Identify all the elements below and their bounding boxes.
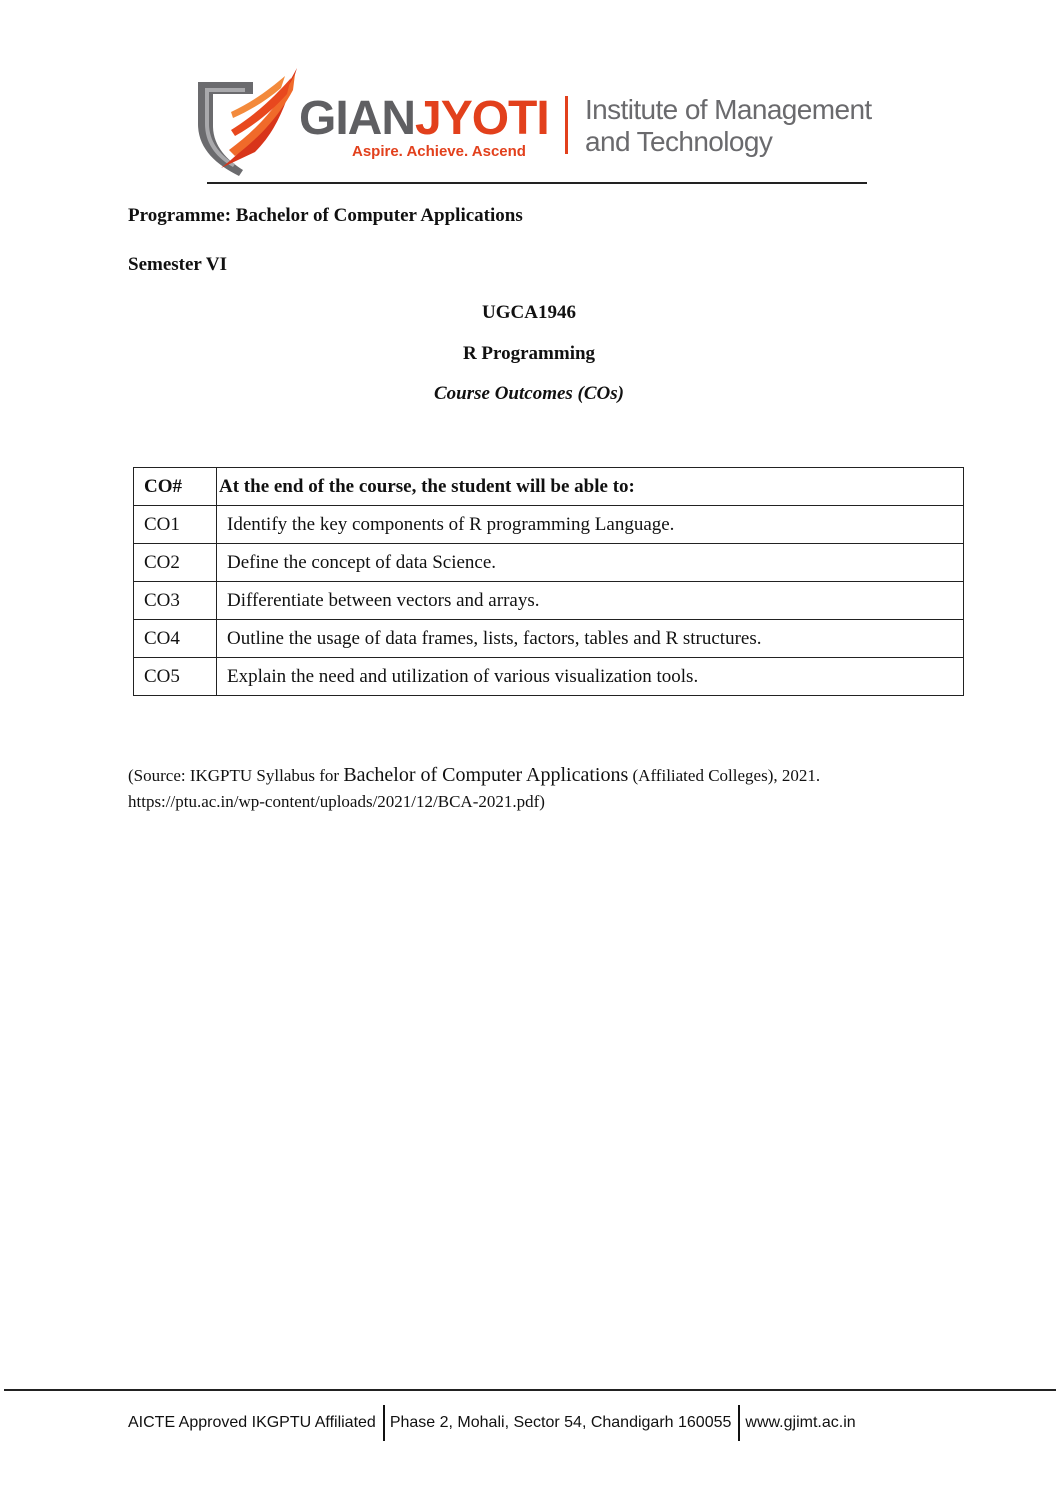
institute-logo xyxy=(195,64,875,179)
brand-tagline: Aspire. Achieve. Ascend xyxy=(352,143,526,160)
co-id: CO5 xyxy=(134,658,217,696)
course-title: R Programming xyxy=(462,343,596,364)
co-id: CO2 xyxy=(134,544,217,582)
footer-separator xyxy=(738,1405,740,1441)
course-outcomes-heading: Course Outcomes (COs) xyxy=(433,383,624,404)
brand-jyoti: JYOTI xyxy=(415,92,549,145)
institute-name-line1: Institute of Management xyxy=(585,94,872,125)
institute-name-line2: and Technology xyxy=(585,126,773,157)
semester-label: Semester VI xyxy=(128,254,228,275)
co-id: CO4 xyxy=(134,620,217,658)
course-outcomes-table xyxy=(133,467,964,696)
source-citation xyxy=(128,762,938,815)
footer-divider xyxy=(4,1389,1056,1391)
table-row xyxy=(134,544,964,582)
co-text: Explain the need and utilization of various visualization tools. xyxy=(217,658,964,696)
column-header-outcome: At the end of the course, the student will be able to: xyxy=(217,468,964,506)
source-programme: Bachelor of Computer Applications xyxy=(343,764,629,786)
co-text: Outline the usage of data frames, lists, factors, tables and R structures. xyxy=(217,620,964,658)
co-text: Differentiate between vectors and arrays. xyxy=(217,582,964,620)
course-code: UGCA1946 xyxy=(482,302,576,323)
header-divider xyxy=(207,182,867,184)
co-text: Define the concept of data Science. xyxy=(217,544,964,582)
column-header-co: CO# xyxy=(134,468,217,506)
footer-website: www.gjimt.ac.in xyxy=(745,1414,856,1431)
source-url: https://ptu.ac.in/wp-content/uploads/2021/12/BCA-2021.pdf) xyxy=(128,792,545,811)
co-id: CO3 xyxy=(134,582,217,620)
programme-label: Programme: Bachelor of Computer Applications xyxy=(128,205,523,226)
footer-separator xyxy=(383,1405,385,1441)
logo-divider xyxy=(565,96,568,154)
co-id: CO1 xyxy=(134,506,217,544)
table-row xyxy=(134,506,964,544)
shield-emblem-icon xyxy=(198,68,297,176)
source-suffix: (Affiliated Colleges), 2021. xyxy=(628,766,821,785)
footer-accreditation: AICTE Approved IKGPTU Affiliated xyxy=(128,1414,376,1431)
table-row xyxy=(134,658,964,696)
svg-text:GIANJYOTI xyxy=(299,92,549,145)
brand-gian: GIAN xyxy=(299,92,415,145)
source-prefix: (Source: IKGPTU Syllabus for xyxy=(128,766,344,785)
table-row xyxy=(134,582,964,620)
table-row xyxy=(134,620,964,658)
footer xyxy=(128,1404,856,1442)
co-text: Identify the key components of R programming Language. xyxy=(217,506,964,544)
table-header-row xyxy=(134,468,964,506)
footer-address: Phase 2, Mohali, Sector 54, Chandigarh 160055 xyxy=(389,1414,732,1431)
